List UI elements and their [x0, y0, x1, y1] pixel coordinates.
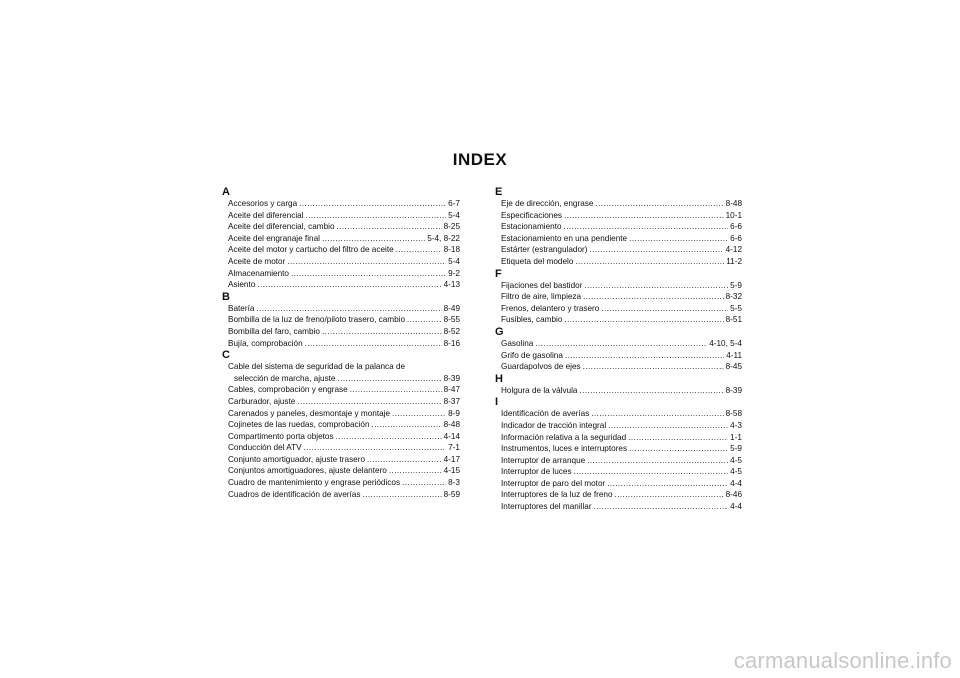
- index-entry: [495, 350, 742, 362]
- entry-text: Especificaciones: [501, 210, 562, 220]
- section-letter: H: [495, 372, 503, 385]
- entry-text: Etiqueta del modelo: [501, 256, 574, 266]
- leader-dots: [338, 373, 442, 385]
- index-entry: [222, 384, 460, 396]
- index-entry: [495, 244, 742, 256]
- entry-page: 8-55: [443, 315, 460, 325]
- entry-text: Fijaciones del bastidor: [501, 280, 583, 290]
- index-section-c: [222, 349, 460, 500]
- section-letter: I: [495, 396, 499, 409]
- index-section-e: [495, 186, 742, 268]
- entry-text: Cuadros de identificación de averías: [228, 489, 361, 499]
- entry-text: Grifo de gasolina: [501, 350, 563, 360]
- section-letter: E: [495, 186, 503, 198]
- index-column-left: [222, 186, 460, 500]
- leader-dots: [575, 256, 724, 268]
- index-entry: [495, 501, 742, 513]
- entry-page: 6-6: [730, 233, 742, 243]
- index-section-a: [222, 186, 460, 291]
- entry-text: Interruptor de luces: [501, 467, 572, 477]
- entry-page: 8-25: [443, 222, 460, 232]
- leader-dots: [392, 408, 446, 420]
- entry-page: 8-59: [443, 489, 460, 499]
- entry-text: Cojinetes de las ruedas, comprobación: [228, 420, 370, 430]
- leader-dots: [589, 244, 723, 256]
- entry-text: Aceite del diferencial: [228, 210, 304, 220]
- entry-page: 9-2: [448, 268, 460, 278]
- index-entry: [495, 489, 742, 501]
- entry-page: 8-48: [443, 420, 460, 430]
- index-entry: [222, 396, 460, 408]
- entry-text: Gasolina: [501, 338, 534, 348]
- index-entry: Cable del sistema de seguridad de la palanca de: [228, 362, 406, 372]
- leader-dots: [256, 303, 441, 315]
- index-section-f: [495, 268, 742, 326]
- entry-page: 5-4: [448, 256, 460, 266]
- entry-text: Indicador de tracción integral: [501, 420, 607, 430]
- entry-page: 8-58: [725, 409, 742, 419]
- entry-page: 4-5: [730, 455, 742, 465]
- leader-dots: [564, 221, 729, 233]
- entry-text: Interruptores del manillar: [501, 502, 592, 512]
- leader-dots: [305, 338, 442, 350]
- entry-page: 4-5: [730, 467, 742, 477]
- entry-text: Cuadro de mantenimiento y engrase periódicos: [228, 478, 401, 488]
- entry-text: Aceite de motor: [228, 256, 286, 266]
- entry-text: Estacionamiento: [501, 222, 562, 232]
- entry-page: 5-5: [730, 303, 742, 313]
- entry-text: Batería: [228, 303, 255, 313]
- entry-page: 4-12: [725, 245, 742, 255]
- entry-text: Cables, comprobación y engrase: [228, 385, 348, 395]
- entry-page: 8-16: [443, 338, 460, 348]
- leader-dots: [291, 268, 446, 280]
- entry-page: 8-37: [443, 396, 460, 406]
- entry-text: Interruptor de arranque: [501, 455, 586, 465]
- entry-page: 5-4: [448, 210, 460, 220]
- leader-dots: [372, 419, 442, 431]
- leader-dots: [583, 291, 724, 303]
- leader-dots: [564, 210, 724, 222]
- index-entry: [495, 198, 742, 210]
- entry-text: Carenados y paneles, desmontaje y montaje: [228, 408, 391, 418]
- entry-text: Instrumentos, luces e interruptores: [501, 444, 628, 454]
- entry-text: Conjuntos amortiguadores, ajuste delantero: [228, 466, 387, 476]
- index-entry: [495, 291, 742, 303]
- entry-page: 4-4: [730, 502, 742, 512]
- index-column-right: [495, 186, 742, 513]
- leader-dots: [535, 338, 707, 350]
- leader-dots: [608, 420, 728, 432]
- entry-text: Interruptores de la luz de freno: [501, 490, 613, 500]
- index-section-b: [222, 291, 460, 349]
- index-entry: [495, 314, 742, 326]
- leader-dots: [287, 256, 446, 268]
- entry-text: Aceite del engranaje final: [228, 233, 320, 243]
- section-letter: A: [222, 186, 230, 198]
- leader-dots: [583, 361, 724, 373]
- index-entry: [222, 489, 460, 501]
- leader-dots: [629, 443, 728, 455]
- entry-page: 6-6: [730, 222, 742, 232]
- entry-text: Eje de dirección, engrase: [501, 199, 594, 208]
- entry-text: Aceite del motor y cartucho del filtro de aceite: [228, 245, 394, 255]
- entry-text: Bombilla del faro, cambio: [228, 326, 320, 336]
- entry-page: 8-45: [725, 362, 742, 372]
- leader-dots: [595, 198, 723, 210]
- entry-text: Filtro de aire, limpieza: [501, 292, 582, 302]
- entry-page: 8-3: [448, 478, 460, 488]
- entry-text: Accesorios y carga: [228, 199, 298, 208]
- leader-dots: [601, 303, 728, 315]
- entry-page: 5-9: [730, 280, 742, 290]
- index-entry: [495, 478, 742, 490]
- leader-dots: [629, 233, 728, 245]
- index-entry: [495, 256, 742, 268]
- leader-dots: [565, 350, 724, 362]
- section-letter: G: [495, 325, 504, 338]
- index-section-h: [495, 373, 742, 397]
- index-entry: [222, 314, 460, 326]
- entry-page: 10-1: [725, 210, 742, 220]
- index-entry: [495, 338, 742, 350]
- leader-dots: [591, 408, 723, 420]
- index-entry: [222, 279, 460, 291]
- index-section-g: [495, 326, 742, 373]
- entry-page: 8-47: [443, 385, 460, 395]
- entry-text: Bujía, comprobación: [228, 338, 303, 348]
- index-entry: [222, 373, 460, 385]
- entry-page: 4-13: [443, 280, 460, 290]
- leader-dots: [322, 326, 442, 338]
- entry-page: 8-32: [725, 292, 742, 302]
- entry-page: 1-1: [730, 432, 742, 442]
- index-entry: [495, 420, 742, 432]
- entry-page: 4-4: [730, 478, 742, 488]
- leader-dots: [322, 233, 425, 245]
- leader-dots: [564, 314, 723, 326]
- entry-text: selección de marcha, ajuste: [234, 373, 336, 383]
- entry-text: Almacenamiento: [228, 268, 289, 278]
- section-letter: C: [222, 349, 230, 362]
- index-entry: [222, 198, 460, 210]
- entry-text: Frenos, delantero y trasero: [501, 303, 600, 313]
- entry-text: Carburador, ajuste: [228, 396, 296, 406]
- entry-text: Bombilla de la luz de freno/piloto trasero, cambio: [228, 315, 406, 325]
- leader-dots: [389, 465, 442, 477]
- index-entry: [495, 385, 742, 397]
- section-letter: B: [222, 290, 230, 303]
- index-entry: [495, 466, 742, 478]
- entry-text: Compartimento porta objetos: [228, 431, 334, 441]
- index-entry: [222, 442, 460, 454]
- index-entry: [222, 210, 460, 222]
- entry-page: 8-39: [725, 385, 742, 395]
- index-entry: [222, 221, 460, 233]
- leader-dots: [362, 489, 441, 501]
- index-entry: [222, 244, 460, 256]
- leader-dots: [350, 384, 442, 396]
- entry-page: 4-3: [730, 420, 742, 430]
- index-entry: [222, 477, 460, 489]
- leader-dots: [402, 477, 446, 489]
- index-entry: [495, 280, 742, 292]
- index-entry: [222, 408, 460, 420]
- entry-page: 8-49: [443, 303, 460, 313]
- index-entry: [222, 256, 460, 268]
- index-entry: [222, 303, 460, 315]
- entry-text: Interruptor de paro del motor: [501, 478, 606, 488]
- leader-dots: [297, 396, 441, 408]
- entry-text: Estacionamiento en una pendiente: [501, 233, 628, 243]
- page-title: INDEX: [452, 150, 508, 169]
- leader-dots: [607, 478, 728, 490]
- leader-dots: [587, 455, 728, 467]
- entry-page: 5-9: [730, 444, 742, 454]
- leader-dots: [304, 442, 447, 454]
- leader-dots: [584, 280, 728, 292]
- leader-dots: [257, 279, 441, 291]
- entry-text: Conducción del ATV: [228, 443, 302, 453]
- index-entry: [222, 431, 460, 443]
- entry-page: 8-39: [443, 373, 460, 383]
- entry-page: 4-15: [443, 466, 460, 476]
- index-entry: [495, 432, 742, 444]
- index-entry: [222, 419, 460, 431]
- entry-text: Información relativa a la seguridad: [501, 432, 627, 442]
- entry-page: 8-52: [443, 326, 460, 336]
- leader-dots: [299, 198, 446, 210]
- leader-dots: [594, 501, 729, 513]
- leader-dots: [337, 221, 442, 233]
- index-entry: [495, 221, 742, 233]
- entry-page: 4-10, 5-4: [709, 338, 742, 348]
- entry-page: 7-1: [448, 443, 460, 453]
- leader-dots: [628, 432, 728, 444]
- entry-page: 8-46: [725, 490, 742, 500]
- index-entry: [495, 443, 742, 455]
- entry-text: Fusibles, cambio: [501, 315, 563, 325]
- leader-dots: [367, 454, 442, 466]
- index-entry: [495, 303, 742, 315]
- entry-page: 11-2: [726, 256, 742, 266]
- index-entry: [495, 455, 742, 467]
- watermark: carmanualsonline.info: [733, 648, 952, 673]
- index-entry: [222, 326, 460, 338]
- leader-dots: [579, 385, 723, 397]
- entry-page: 4-14: [443, 431, 460, 441]
- entry-page: 8-9: [448, 408, 460, 418]
- leader-dots: [336, 431, 442, 443]
- index-entry: [222, 338, 460, 350]
- leader-dots: [615, 489, 724, 501]
- entry-page: 8-48: [725, 199, 742, 208]
- entry-page: 5-4, 8-22: [427, 233, 460, 243]
- index-section-i: [495, 396, 742, 512]
- entry-page: 8-51: [725, 315, 742, 325]
- index-entry: [495, 408, 742, 420]
- entry-text: Conjunto amortiguador, ajuste trasero: [228, 454, 365, 464]
- entry-page: 6-7: [448, 199, 460, 208]
- index-entry: [495, 361, 742, 373]
- entry-text: Holgura de la válvula: [501, 385, 578, 395]
- entry-text: Identificación de averías: [501, 409, 590, 419]
- index-entry: [222, 465, 460, 477]
- index-entry: [495, 233, 742, 245]
- entry-text: Estárter (estrangulador): [501, 245, 588, 255]
- index-entry: [222, 454, 460, 466]
- entry-page: 4-17: [443, 454, 460, 464]
- leader-dots: [396, 244, 442, 256]
- index-entry: [222, 268, 460, 280]
- index-entry: [222, 233, 460, 245]
- leader-dots: [407, 314, 442, 326]
- index-entry: [495, 210, 742, 222]
- entry-page: 4-11: [726, 350, 742, 360]
- entry-text: Guardapolvos de ejes: [501, 362, 581, 372]
- section-letter: F: [495, 267, 502, 280]
- entry-text: Asiento: [228, 280, 256, 290]
- entry-text: Aceite del diferencial, cambio: [228, 222, 335, 232]
- leader-dots: [306, 210, 447, 222]
- leader-dots: [574, 466, 729, 478]
- entry-page: 8-18: [443, 245, 460, 255]
